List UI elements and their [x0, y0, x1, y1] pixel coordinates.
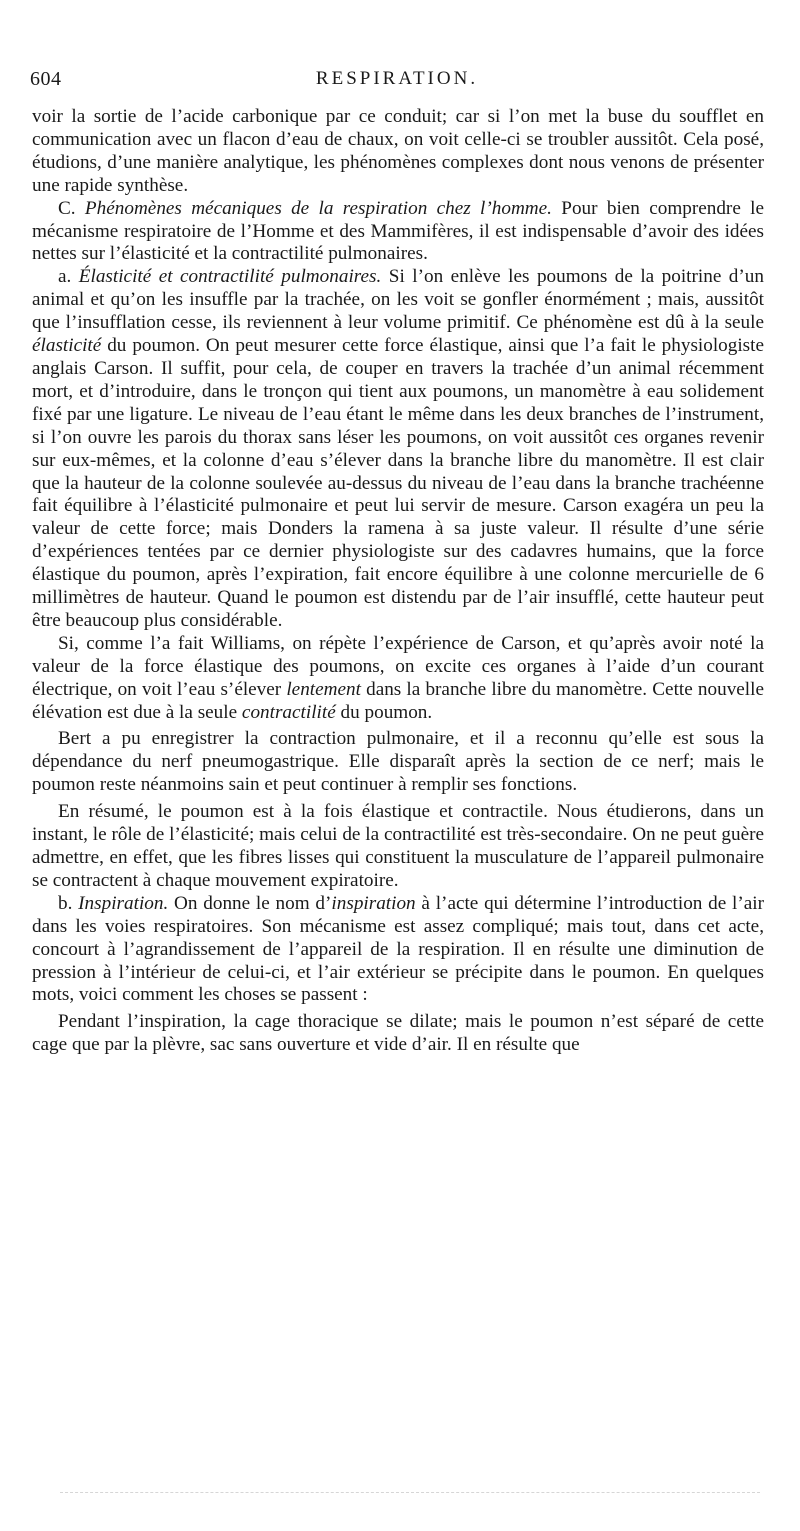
page-number: 604	[30, 68, 62, 90]
paragraph-cage: Pendant l’inspiration, la cage thoracique se dilate; mais le poumon n’est séparé de cette cage que par la plèvre, sac sans ouverture et vide d’air. Il en résulte que	[32, 1011, 764, 1056]
section-label: C.	[58, 197, 85, 219]
paragraph-inspiration	[32, 893, 764, 1008]
section-label: b.	[58, 892, 79, 914]
section-heading: Élasticité et contractilité pulmonaires.	[78, 266, 382, 288]
emphasis: contractilité	[241, 701, 336, 723]
paragraph-text: du poumon.	[335, 701, 433, 723]
paragraph-summary: En résumé, le poumon est à la fois élastique et contractile. Nous étudierons, dans un instant, le rôle de l’élasticité; mais celui de la contractilité est très-secondaire. On ne peut guère admettre, en effet, que les fibres lisses qui constituent la musculature de l’appareil pulmonaire se contractent à chaque mouvement expiratoire.	[32, 801, 764, 891]
paragraph-text: à l’acte qui détermine l’introduction de l’air dans les voies respiratoires. Son mécanisme est assez compliqué; mais tout, dans cet acte, concourt à l’agrandissement de l’appareil de la respiration. Il en résulte une diminution de pression à l’intérieur de celui-ci, et l’air extérieur se précipite dans le poumon. En quelques mots, voici comment les choses se passent :	[32, 892, 764, 1006]
emphasis: élasticité	[32, 335, 102, 357]
paragraph-bert: Bert a pu enregistrer la contraction pulmonaire, et il a reconnu qu’elle est sous la dépendance du nerf pneumogastrique. Elle disparaît après la section de ce nerf; mais le poumon reste néanmoins sain et peut continuer à remplir ses fonctions.	[32, 728, 764, 796]
paragraph-text: dans la branche libre du manomètre. Cette nouvelle élévation est due à la seule	[32, 678, 764, 723]
running-head: RESPIRATION.	[315, 68, 479, 89]
section-heading: Phénomènes mécaniques de la respiration chez l’homme.	[84, 197, 552, 219]
paragraph-continuation: voir la sortie de l’acide carbonique par ce conduit; car si l’on met la buse du soufflet en communication avec un flacon d’eau de chaux, on voit celle-ci se troubler aussitôt. Cela posé, étudions, d’une manière analytique, les phénomènes complexes dont nous venons de présenter une rapide synthèse.	[32, 106, 764, 196]
paragraph-williams	[32, 633, 764, 725]
paragraph-elasticity	[32, 266, 764, 633]
paragraph-text: Si, comme l’a fait Williams, on répète l’expérience de Carson, et qu’après avoir noté la valeur de la force élastique des poumons, on excite ces organes à l’aide d’un courant électrique, on voit l’eau s’élever	[32, 632, 764, 700]
paragraph-text: du poumon. On peut mesurer cette force élastique, ainsi que l’a fait le physiologiste anglais Carson. Il suffit, pour cela, de couper en travers la trachée d’un animal récemment mort, et d’introduire, dans le tronçon qui tient aux poumons, un manomètre à eau solidement fixé par une ligature. Le niveau de l’eau étant le même dans les deux branches de l’instrument, si l’on ouvre les parois du thorax sans léser les poumons, on voit aussitôt ces organes revenir sur eux-mêmes, et la colonne d’eau s’élever dans la branche libre du manomètre. Il est clair que la hauteur de la colonne soulevée au-dessus du niveau de l’eau dans la branche trachéenne fait équilibre à l’élasticité pulmonaire et peut lui servir de mesure. Carson exagéra un peu la valeur de cette force; mais Donders la ramena à sa juste valeur. Il résulte d’une série d’expériences tentées par ce dernier physiologiste sur des cadavres humains, que la force élastique du poumon, après l’expiration, fait encore équilibre à une colonne mercurielle de 6 millimètres de hauteur. Quand le poumon est distendu par de l’air insufflé, cette hauteur peut être beaucoup plus considérable.	[32, 335, 764, 631]
paragraph-text: Si l’on enlève les poumons de la poitrine d’un animal et qu’on les insuffle par la trachée, on les voit se gonfler énormément ; mais, aussitôt que l’insufflation cesse, ils reviennent à leur volume primitif. Ce phénomène est dû à la seule	[32, 266, 764, 334]
page-edge-specks	[60, 1492, 760, 1493]
paragraph-section-c	[32, 198, 764, 267]
section-heading: Inspiration.	[78, 892, 169, 914]
emphasis: lentement	[286, 678, 361, 700]
section-label: a.	[58, 266, 79, 288]
text-body	[32, 106, 764, 1057]
paragraph-text: Pour bien comprendre le mécanisme respiratoire de l’Homme et des Mammifères, il est indispensable d’avoir des idées nettes sur l’élasticité et la contractilité pulmonaires.	[32, 197, 764, 265]
page-header	[30, 68, 764, 94]
emphasis: inspiration	[331, 892, 416, 914]
paragraph-text: On donne le nom d’	[168, 892, 332, 914]
